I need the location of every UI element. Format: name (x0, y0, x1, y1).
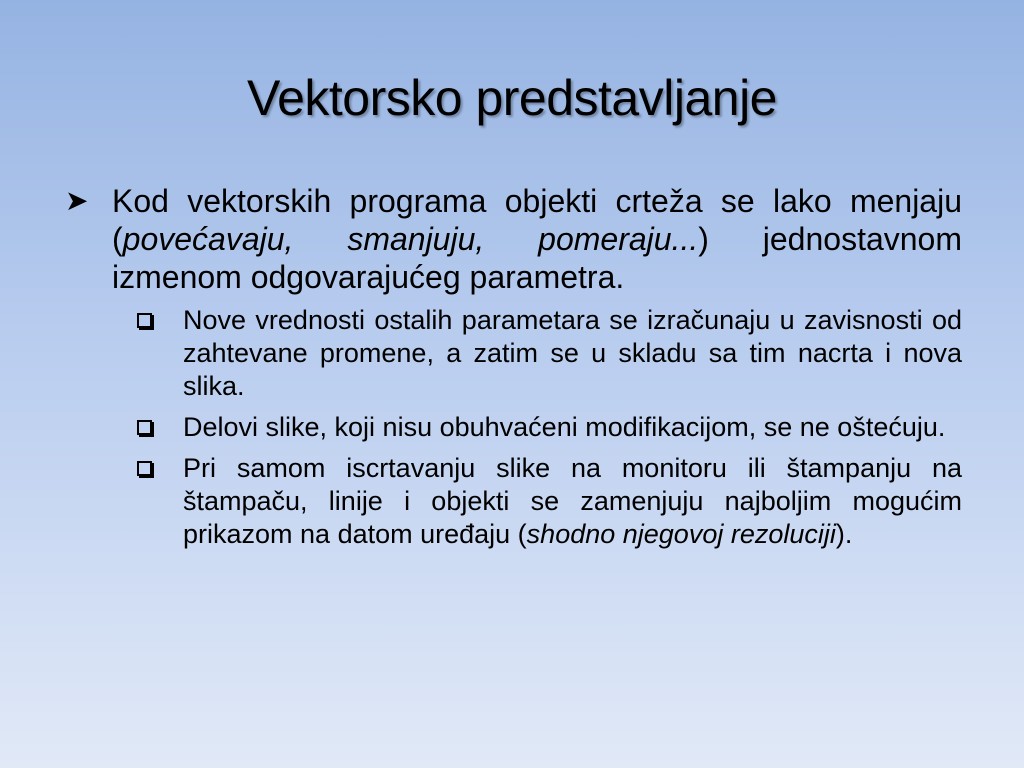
main-point-text-italic: povećavaju, smanjuju, pomeraju... (122, 221, 699, 257)
sub-bullet-point (133, 304, 962, 403)
sub-point-text: Delovi slike, koji nisu obuhvaćeni modifikacijom, se ne oštećuju. (183, 412, 946, 442)
main-bullet-point (62, 182, 962, 296)
sub-point-text-end: ). (835, 519, 853, 549)
checkbox-bullet-icon (137, 313, 152, 328)
checkbox-bullet-icon (137, 420, 152, 435)
slide-title: Vektorsko predstavljanje (247, 70, 777, 126)
sub-point-text-italic: shodno njegovoj rezoluciji (526, 519, 836, 549)
arrow-bullet-icon: ➤ (65, 185, 89, 216)
sub-bullet-point (133, 411, 962, 444)
main-point-text-end: ) jednostavnom izmenom odgovarajućeg parametra. (112, 221, 963, 295)
checkbox-bullet-icon (137, 461, 152, 476)
sub-point-text-start: Pri samom iscrtavanju slike na monitoru ili štampanju na štampaču, linije i objekti se zamenjuju najboljim mogućim prikazom na datom uređaju ( (183, 453, 962, 549)
sub-bullet-point (133, 452, 962, 551)
slide-content (62, 182, 962, 559)
main-point-text-start: Kod vektorskih programa objekti crteža se lako menjaju ( (112, 183, 962, 257)
sub-bullet-list (62, 304, 962, 551)
sub-point-text: Nove vrednosti ostalih parametara se izračunaju u zavisnosti od zahtevane promene, a zatim se u skladu sa tim nacrta i nova slika. (183, 305, 962, 401)
